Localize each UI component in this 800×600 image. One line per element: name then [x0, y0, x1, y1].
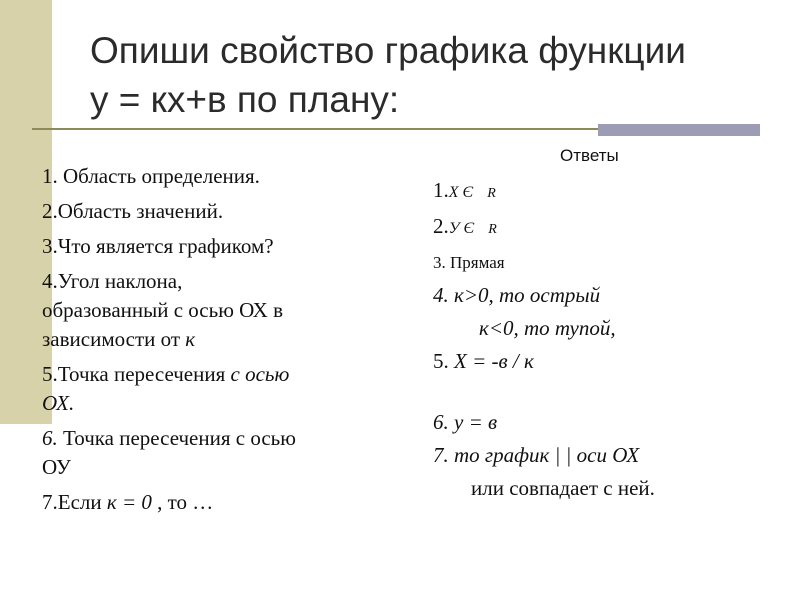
answer-1-variable: Х Є	[448, 184, 474, 201]
question-7	[42, 488, 402, 517]
question-6-line-1: Точка пересечения с осью	[63, 426, 296, 450]
answer-3: 3. Прямая	[433, 253, 505, 272]
answer-5	[433, 347, 783, 376]
answer-6: 6. у = в	[433, 410, 498, 434]
answer-4	[433, 281, 783, 310]
answer-4-line-1: к>0, то острый	[454, 283, 601, 307]
question-6	[42, 424, 402, 482]
answer-2-number: 2.	[433, 214, 449, 238]
question-3: 3.Что является графиком?	[42, 234, 274, 258]
question-4-variable-k: к	[185, 327, 196, 351]
answer-4-line-2: к<0, то тупой,	[479, 316, 616, 340]
answers-spacer	[433, 380, 783, 408]
answer-5-number: 5.	[433, 349, 449, 373]
answers-heading: Ответы	[560, 146, 619, 165]
question-4-number: 4.	[42, 269, 58, 293]
question-7-text: 7.Если	[42, 490, 102, 514]
question-5	[42, 360, 402, 418]
question-5-text: Точка пересечения	[57, 362, 226, 386]
answer-2-set: R	[488, 222, 497, 237]
answer-1	[433, 176, 783, 208]
title-line-2: у = кх+в по плану:	[90, 79, 400, 120]
answer-7-line-1: 7. то график | | оси ОХ	[433, 443, 640, 467]
question-4-line-2: образованный с осью ОХ в	[42, 298, 283, 322]
question-2: 2.Область значений.	[42, 199, 224, 223]
question-5-line-2: ОХ.	[42, 391, 75, 415]
answer-7	[433, 441, 783, 470]
questions-list	[42, 162, 402, 523]
question-4-line-3-text: зависимости от	[42, 327, 181, 351]
slide-title	[90, 26, 750, 124]
answer-7-line-2: или совпадает с ней.	[471, 476, 655, 500]
question-1: 1. Область определения.	[42, 164, 260, 188]
question-4	[42, 267, 402, 354]
answer-4-number: 4.	[433, 283, 449, 307]
title-line-1: Опиши свойство графика функции	[90, 30, 686, 71]
question-6-line-2: ОУ	[42, 455, 71, 479]
divider-accent-block	[598, 124, 760, 136]
answer-1-set: R	[487, 186, 496, 201]
answer-2-variable: У Є	[448, 220, 475, 237]
question-7-ending: , то …	[157, 490, 214, 514]
answer-1-number: 1.	[433, 178, 449, 202]
answers-list	[433, 176, 783, 507]
question-5-number: 5.	[42, 362, 58, 386]
question-5-axis-phrase: с осью	[230, 362, 290, 386]
answer-5-text: Х = -в / к	[454, 349, 534, 373]
question-4-line-3	[42, 325, 402, 354]
answer-2	[433, 212, 783, 244]
question-4-line-1: Угол наклона,	[57, 269, 183, 293]
question-7-condition: к = 0	[106, 490, 152, 514]
question-6-number: 6.	[42, 426, 58, 450]
